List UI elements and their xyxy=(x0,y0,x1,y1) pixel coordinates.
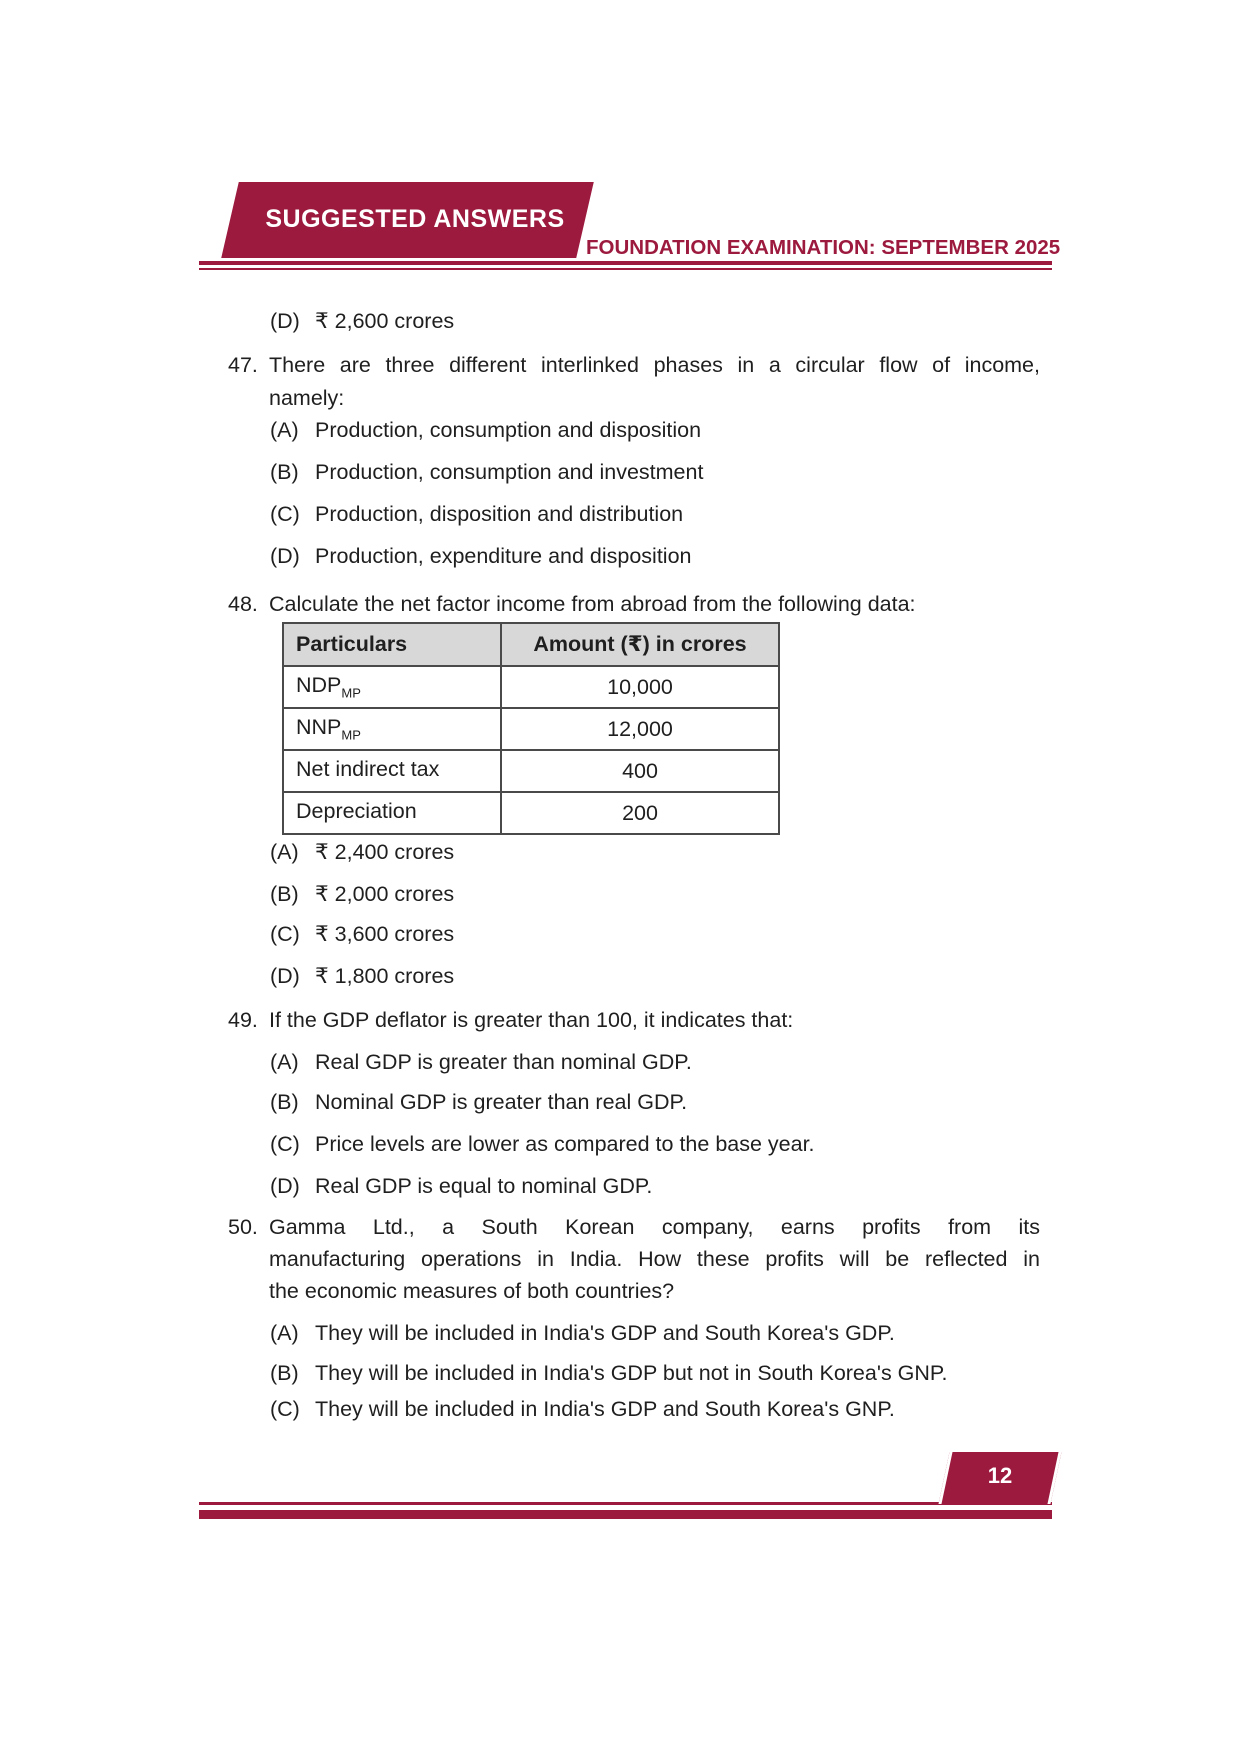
header-rule-thick xyxy=(199,261,1052,265)
option-text: Real GDP is greater than nominal GDP. xyxy=(315,1050,692,1074)
banner-title: SUGGESTED ANSWERS xyxy=(265,205,565,233)
header-rule-thin xyxy=(199,268,1052,270)
option-text: ₹ 2,400 crores xyxy=(315,840,455,864)
page-number: 12 xyxy=(987,1463,1013,1488)
option-text: Production, expenditure and disposition xyxy=(315,544,692,568)
row-label: $NDP_{MP}$ xyxy=(283,666,501,708)
question-number: 50. xyxy=(228,1215,258,1239)
question-stem-line: namely: xyxy=(269,386,345,410)
q50-option-c xyxy=(199,1394,1111,1424)
option-text: Real GDP is equal to nominal GDP. xyxy=(315,1174,653,1198)
table-header-row xyxy=(283,623,779,666)
option-marker: (C) xyxy=(270,1397,300,1421)
option-text: Production, consumption and disposition xyxy=(315,418,702,442)
q47-option-a xyxy=(199,415,1111,445)
option-marker: (D) xyxy=(270,964,300,988)
row-label-subscript: MP xyxy=(341,685,361,701)
question-number: 49. xyxy=(228,1008,258,1032)
q47-option-d xyxy=(199,541,1111,571)
question-47 xyxy=(199,349,1040,415)
row-value: 200 xyxy=(501,792,779,834)
row-value: 10,000 xyxy=(501,666,779,708)
option-marker: (B) xyxy=(270,460,299,484)
row-label-subscript: MP xyxy=(341,727,361,743)
footer-rule-thick xyxy=(199,1510,1052,1519)
table-header-amount: Amount (₹) in crores xyxy=(501,623,779,666)
question-48 xyxy=(199,589,1069,619)
option-marker: (A) xyxy=(270,840,299,864)
q49-option-a xyxy=(199,1047,1111,1077)
option-text: They will be included in India's GDP and South Korea's GNP. xyxy=(315,1397,895,1421)
question-stem-line: Gamma Ltd., a South Korean company, earns profits from its xyxy=(269,1215,1040,1239)
option-text: ₹ 1,800 crores xyxy=(315,964,455,988)
q48-option-c xyxy=(199,919,1111,949)
q50-option-b xyxy=(199,1358,1111,1388)
option-marker: (C) xyxy=(270,922,300,946)
option-marker: (A) xyxy=(270,1321,299,1345)
table-row xyxy=(283,750,779,792)
row-value: 12,000 xyxy=(501,708,779,750)
intro-option xyxy=(199,306,1111,336)
option-text: ₹ 3,600 crores xyxy=(315,922,455,946)
q49-option-d xyxy=(199,1171,1111,1201)
option-text: Nominal GDP is greater than real GDP. xyxy=(315,1090,688,1114)
footer-rule-thin xyxy=(199,1502,1052,1505)
question-stem-line: the economic measures of both countries? xyxy=(269,1279,675,1303)
option-text: ₹ 2,000 crores xyxy=(315,882,455,906)
question-number: 47. xyxy=(228,353,258,377)
option-marker: (C) xyxy=(270,502,300,526)
option-text: They will be included in India's GDP but not in South Korea's GNP. xyxy=(315,1361,948,1385)
table-row xyxy=(283,666,779,708)
q48-option-d xyxy=(199,961,1111,991)
data-table xyxy=(282,622,780,835)
option-marker: (B) xyxy=(270,882,299,906)
row-value: 400 xyxy=(501,750,779,792)
table-row xyxy=(283,792,779,834)
question-stem: Calculate the net factor income from abroad from the following data: xyxy=(269,592,916,616)
table-header-particulars: Particulars xyxy=(283,623,501,666)
question-50 xyxy=(199,1211,1040,1307)
question-stem-line: manufacturing operations in India. How these profits will be reflected in xyxy=(269,1247,1040,1271)
exam-title: FOUNDATION EXAMINATION: SEPTEMBER 2025 xyxy=(586,236,1061,259)
q48-option-a xyxy=(199,837,1111,867)
option-marker: (A) xyxy=(270,1050,299,1074)
q47-option-b xyxy=(199,457,1111,487)
table-row xyxy=(283,708,779,750)
option-marker: (A) xyxy=(270,418,299,442)
q49-option-b xyxy=(199,1087,1111,1117)
q49-option-c xyxy=(199,1129,1111,1159)
option-text: They will be included in India's GDP and South Korea's GDP. xyxy=(315,1321,895,1345)
option-marker: (D) xyxy=(270,309,300,333)
option-marker: (C) xyxy=(270,1132,300,1156)
question-stem: If the GDP deflator is greater than 100, it indicates that: xyxy=(269,1008,794,1032)
option-marker: (D) xyxy=(270,544,300,568)
q48-option-b xyxy=(199,879,1111,909)
question-49 xyxy=(199,1005,1069,1035)
q50-option-a xyxy=(199,1318,1111,1348)
question-number: 48. xyxy=(228,592,258,616)
q47-option-c xyxy=(199,499,1111,529)
row-label: Depreciation xyxy=(283,792,501,834)
option-text: Production, disposition and distribution xyxy=(315,502,684,526)
option-marker: (B) xyxy=(270,1090,299,1114)
row-label: $NNP_{MP}$ xyxy=(283,708,501,750)
row-label: Net indirect tax xyxy=(283,750,501,792)
option-text: Price levels are lower as compared to the base year. xyxy=(315,1132,815,1156)
question-stem-line: There are three different interlinked phases in a circular flow of income, xyxy=(269,353,1040,377)
option-text: Production, consumption and investment xyxy=(315,460,704,484)
option-marker: (D) xyxy=(270,1174,300,1198)
option-marker: (B) xyxy=(270,1361,299,1385)
option-text: ₹ 2,600 crores xyxy=(315,309,455,333)
